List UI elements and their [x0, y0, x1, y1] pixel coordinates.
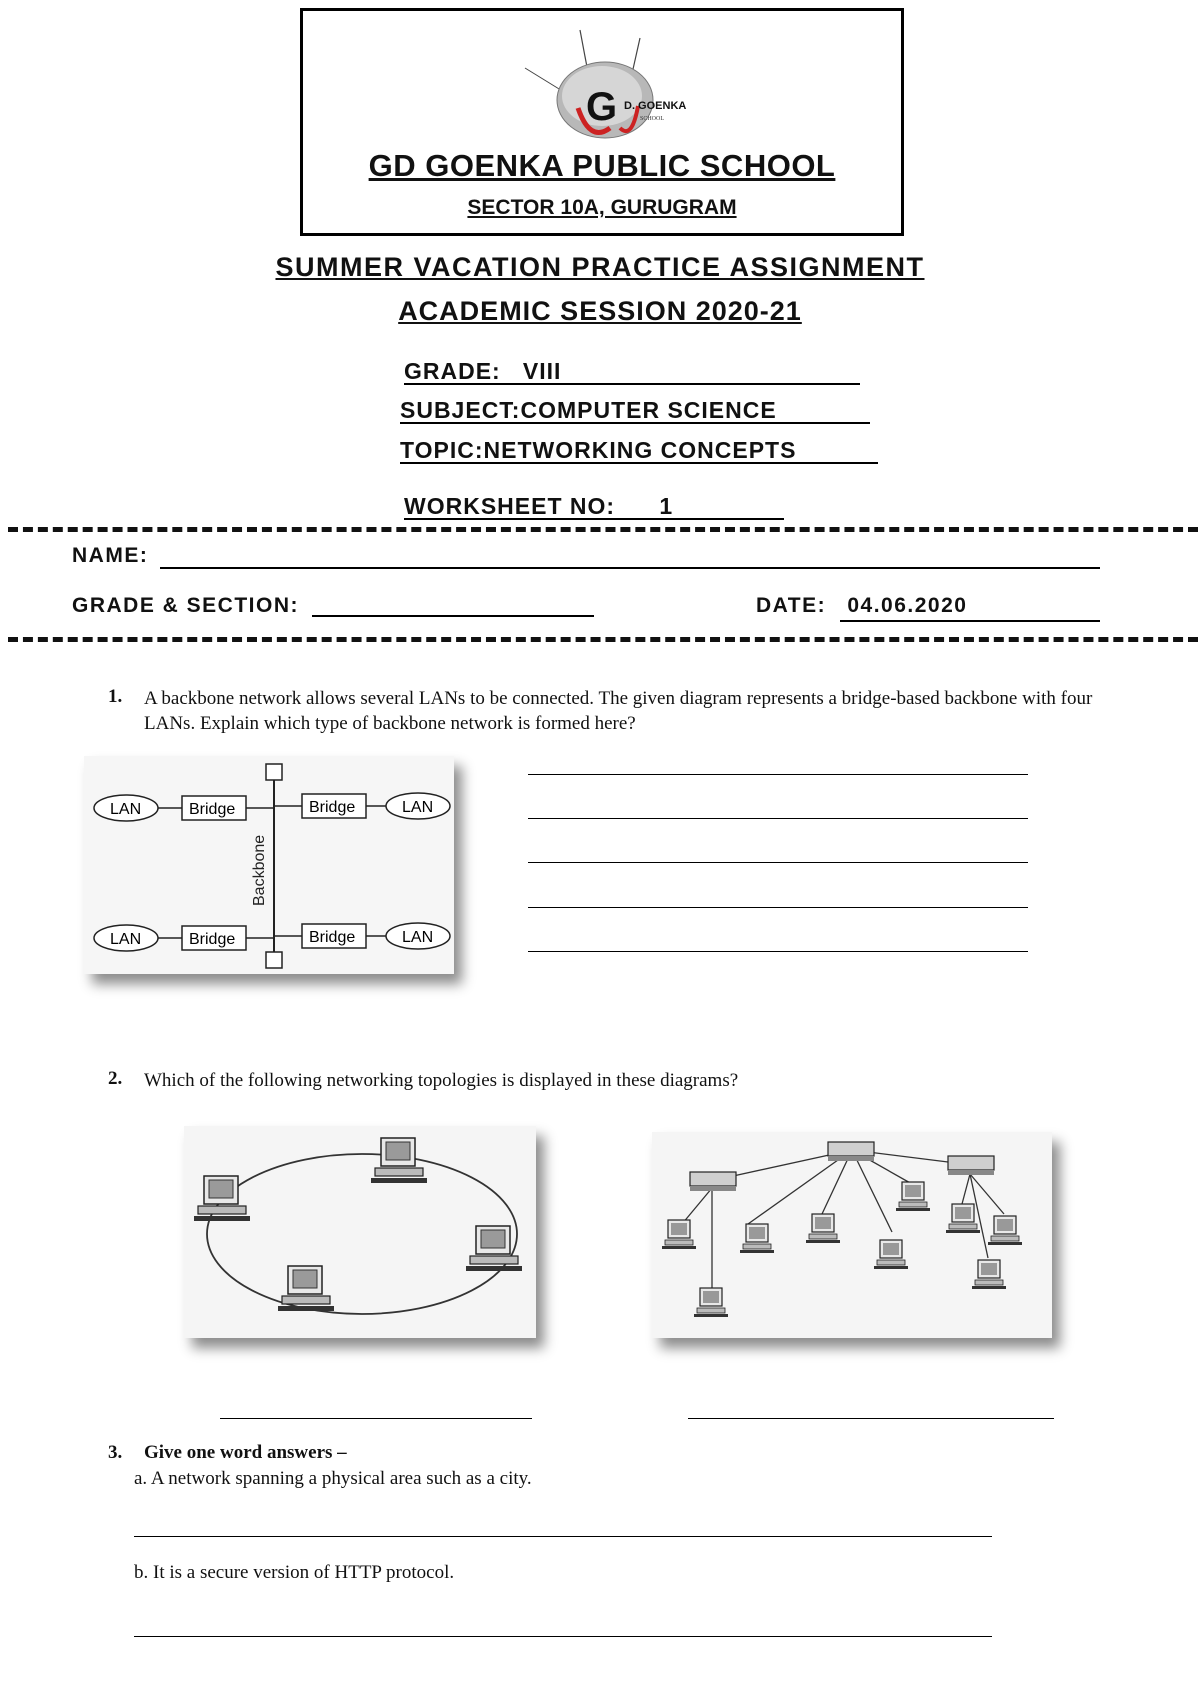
q1-answer-line-4[interactable] [528, 907, 1028, 908]
q3b-answer-line[interactable] [134, 1636, 992, 1637]
q2-answer-line-tree[interactable] [688, 1418, 1054, 1419]
grade-label: GRADE: [404, 358, 501, 384]
topic-label: TOPIC: [400, 437, 484, 463]
q1-text: A backbone network allows several LANs to be connected. The given diagram represents a bridge-based backbone with four LANs. Explain which type of backbone network is formed here? [144, 688, 1093, 734]
q1-answer-line-1[interactable] [528, 774, 1028, 775]
hub-icon [948, 1156, 994, 1175]
subject-label: SUBJECT: [400, 397, 521, 423]
tree-topology-diagram [652, 1132, 1052, 1338]
hub-icon [828, 1142, 874, 1161]
date-value [840, 594, 1100, 622]
grade-section-label: GRADE & SECTION: [72, 594, 300, 617]
dashed-separator-top [8, 527, 1198, 532]
subject-value: COMPUTER SCIENCE [520, 397, 777, 423]
grade-section-blank[interactable] [312, 615, 594, 617]
q2-answer-line-ring[interactable] [220, 1418, 532, 1419]
q3-number: 3. [108, 1442, 123, 1463]
backbone-label: Backbone [251, 834, 268, 906]
q3b-text: b. It is a secure version of HTTP protocol. [134, 1562, 455, 1583]
svg-text:LAN: LAN [402, 799, 434, 816]
q3a-text: a. A network spanning a physical area such as a city. [134, 1468, 532, 1489]
assignment-title: SUMMER VACATION PRACTICE ASSIGNMENT [275, 252, 925, 282]
svg-text:G: G [586, 85, 618, 129]
q1-answer-line-3[interactable] [528, 862, 1028, 863]
ring-topology-diagram [184, 1126, 536, 1338]
school-name: GD GOENKA PUBLIC SCHOOL [368, 148, 836, 183]
svg-text:LAN: LAN [110, 801, 142, 818]
subject-fill [400, 399, 870, 424]
school-logo [520, 28, 730, 148]
backbone-diagram [84, 756, 454, 974]
worksheet-fill [404, 495, 784, 520]
q3-title: Give one word answers – [144, 1442, 347, 1463]
name-blank[interactable] [160, 567, 1100, 569]
q3a-answer-line[interactable] [134, 1536, 992, 1537]
topic-value: NETWORKING CONCEPTS [483, 437, 797, 463]
dashed-separator-bottom [8, 637, 1198, 642]
name-label: NAME: [72, 544, 149, 567]
q1-number: 1. [108, 686, 123, 707]
svg-text:Bridge: Bridge [309, 799, 356, 816]
topic-line [400, 437, 878, 464]
date-text: 04.06.2020 [847, 594, 968, 617]
academic-session: ACADEMIC SESSION 2020-21 [398, 296, 802, 326]
topic-fill [400, 439, 878, 464]
grade-value: VIII [522, 358, 562, 384]
svg-text:SCHOOL: SCHOOL [640, 116, 665, 122]
svg-text:Bridge: Bridge [309, 929, 356, 946]
worksheet-label: WORKSHEET NO: [404, 493, 616, 519]
q2-number: 2. [108, 1068, 123, 1089]
backbone-terminator-top [266, 764, 282, 780]
svg-text:Bridge: Bridge [189, 931, 236, 948]
grade-fill [404, 360, 860, 385]
svg-text:LAN: LAN [402, 929, 434, 946]
q1-answer-line-5[interactable] [528, 951, 1028, 952]
grade-line [404, 358, 860, 385]
worksheet-value: 1 [659, 493, 674, 519]
hub-icon [690, 1172, 736, 1191]
school-address: SECTOR 10A, GURUGRAM [467, 196, 737, 219]
q1-answer-line-2[interactable] [528, 818, 1028, 819]
svg-text:D. GOENKA: D. GOENKA [624, 100, 687, 112]
date-label: DATE: [756, 594, 827, 617]
svg-text:LAN: LAN [110, 931, 142, 948]
subject-line [400, 397, 870, 424]
q2-text: Which of the following networking topologies is displayed in these diagrams? [144, 1070, 739, 1091]
worksheet-line [404, 493, 784, 520]
svg-text:Bridge: Bridge [189, 801, 236, 818]
backbone-terminator-bottom [266, 952, 282, 968]
